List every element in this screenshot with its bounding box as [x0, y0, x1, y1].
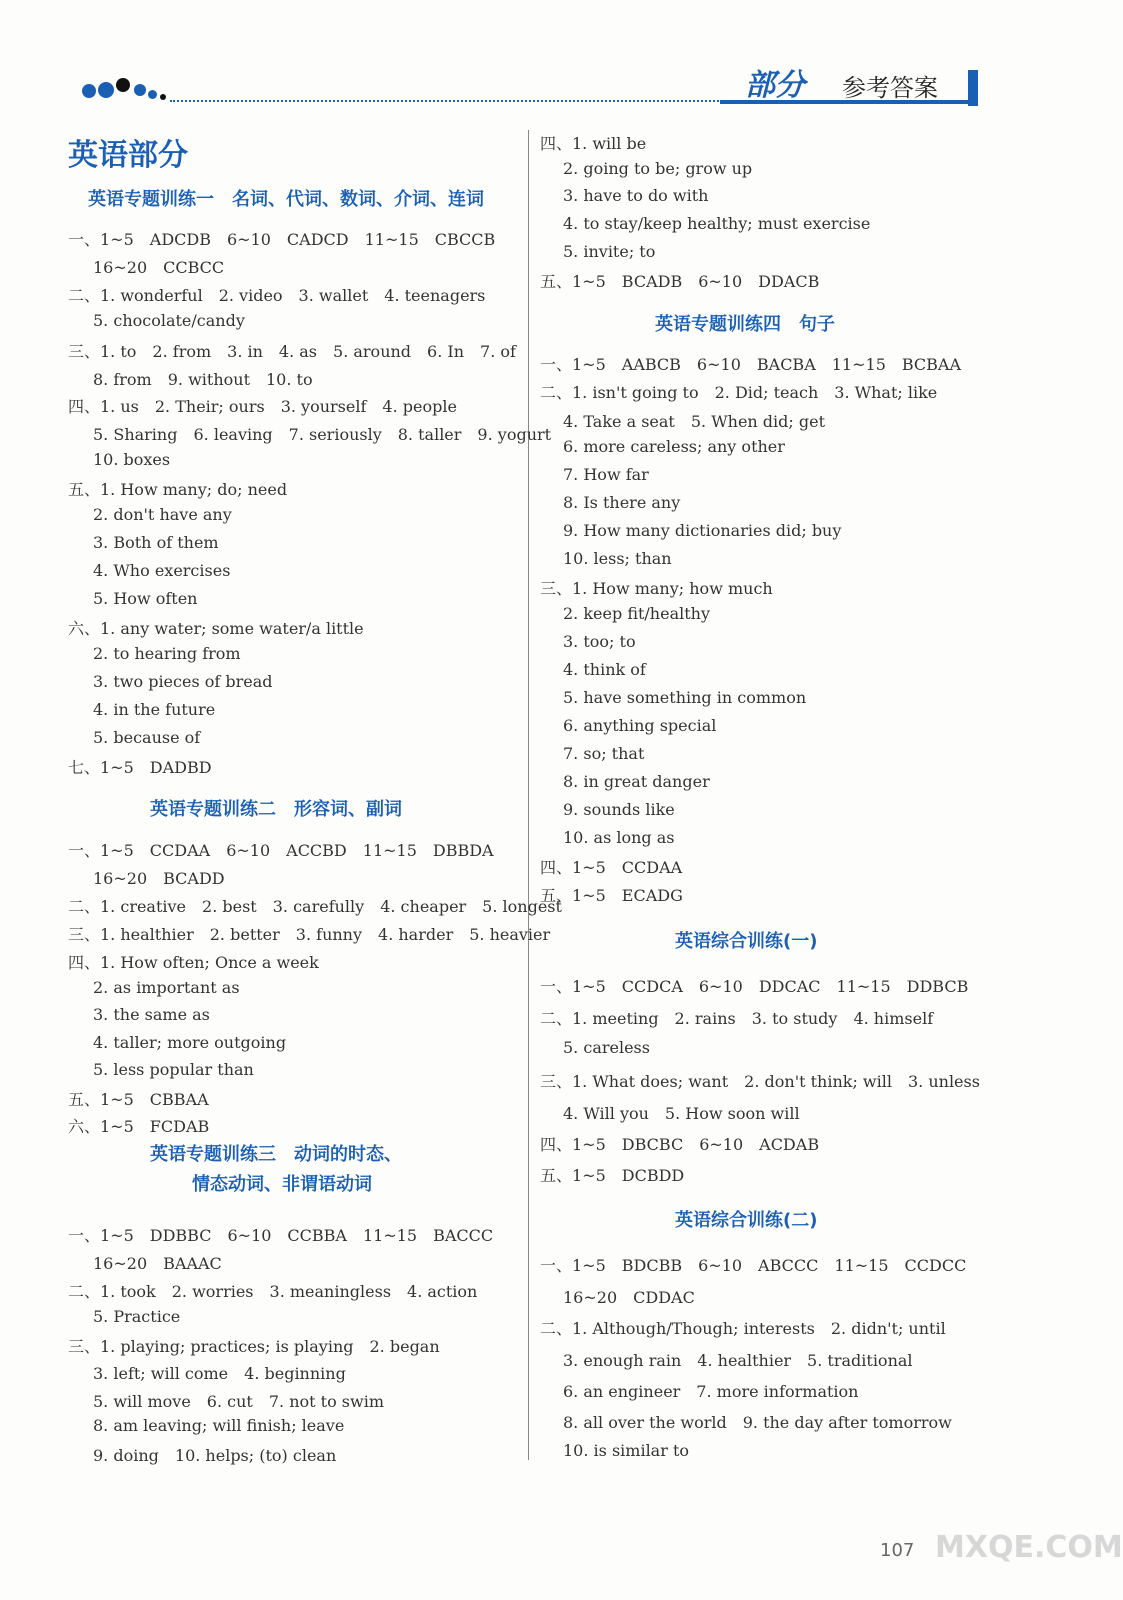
section-heading: 英语专题训练二 形容词、副词 — [150, 799, 402, 820]
section-heading: 英语综合训练(一) — [675, 931, 818, 952]
section-heading: 英语专题训练一 名词、代词、数词、介词、连词 — [88, 189, 484, 210]
answer-line: 6. anything special — [563, 716, 717, 735]
answer-line: 5. How often — [93, 589, 198, 608]
answer-line: 16~20 BCADD — [93, 869, 225, 888]
answer-line: 3. Both of them — [93, 533, 219, 552]
answer-line: 2. keep fit/healthy — [563, 604, 711, 623]
answer-line: 一、1~5 CCDAA 6~10 ACCBD 11~15 DBBDA — [68, 841, 494, 860]
answer-line: 8. from 9. without 10. to — [93, 370, 313, 389]
answer-line: 五、1~5 ECADG — [540, 886, 683, 905]
answer-line: 一、1~5 CCDCA 6~10 DDCAC 11~15 DDBCB — [540, 977, 969, 996]
answer-line: 五、1~5 DCBDD — [540, 1166, 685, 1185]
answer-line: 5. will move 6. cut 7. not to swim — [93, 1392, 384, 1411]
answer-line: 3. the same as — [93, 1005, 210, 1024]
answer-line: 五、1. How many; do; need — [68, 480, 288, 499]
answer-line: 8. all over the world 9. the day after tomorrow — [563, 1413, 952, 1432]
answer-line: 3. left; will come 4. beginning — [93, 1364, 346, 1383]
section-heading: 英语专题训练四 句子 — [655, 314, 835, 335]
answer-line: 4. Will you 5. How soon will — [563, 1104, 800, 1123]
answer-line: 一、1~5 DDBBC 6~10 CCBBA 11~15 BACCC — [68, 1226, 494, 1245]
answer-line: 16~20 BAAAC — [93, 1254, 222, 1273]
answer-line: 8. am leaving; will finish; leave — [93, 1416, 345, 1435]
section-heading: 英语综合训练(二) — [675, 1210, 818, 1231]
answer-line: 10. less; than — [563, 549, 672, 568]
column-divider — [528, 130, 529, 1460]
answer-line: 三、1. What does; want 2. don't think; will 3. unless — [540, 1072, 980, 1091]
answer-line: 一、1~5 AABCB 6~10 BACBA 11~15 BCBAA — [540, 355, 962, 374]
answer-line: 16~20 CDDAC — [563, 1288, 695, 1307]
page-header — [0, 0, 1080, 120]
answer-line: 5. chocolate/candy — [93, 311, 245, 330]
answer-line: 4. to stay/keep healthy; must exercise — [563, 214, 871, 233]
header-end-bar — [968, 70, 978, 106]
answer-line: 二、1. took 2. worries 3. meaningless 4. action — [68, 1282, 478, 1301]
watermark: MXQE.COM — [935, 1530, 1123, 1565]
answer-line: 9. doing 10. helps; (to) clean — [93, 1446, 337, 1465]
answer-line: 7. How far — [563, 465, 649, 484]
section-heading: 情态动词、非谓语动词 — [192, 1174, 372, 1195]
answer-line: 四、1~5 DBCBC 6~10 ACDAB — [540, 1135, 820, 1154]
answer-line: 10. boxes — [93, 450, 171, 469]
answer-line: 3. two pieces of bread — [93, 672, 273, 691]
answer-line: 5. less popular than — [93, 1060, 254, 1079]
answer-line: 4. taller; more outgoing — [93, 1033, 287, 1052]
answer-line: 四、1~5 CCDAA — [540, 858, 683, 877]
answer-line: 4. Take a seat 5. When did; get — [563, 412, 826, 431]
header-answer-label: 参考答案 — [842, 74, 938, 102]
answer-line: 5. invite; to — [563, 242, 656, 261]
answer-line: 三、1. healthier 2. better 3. funny 4. harder 5. heavier — [68, 925, 551, 944]
answer-line: 四、1. us 2. Their; ours 3. yourself 4. people — [68, 397, 457, 416]
answer-line: 9. How many dictionaries did; buy — [563, 521, 842, 540]
answer-line: 5. Sharing 6. leaving 7. seriously 8. taller 9. yogurt — [93, 425, 552, 444]
answer-line: 三、1. How many; how much — [540, 579, 773, 598]
answer-line: 3. have to do with — [563, 186, 709, 205]
answer-line: 二、1. meeting 2. rains 3. to study 4. himself — [540, 1009, 934, 1028]
answer-line: 六、1~5 FCDAB — [68, 1117, 210, 1136]
answer-line: 六、1. any water; some water/a little — [68, 619, 364, 638]
answer-line: 二、1. isn't going to 2. Did; teach 3. What; like — [540, 383, 938, 402]
section-heading: 英语专题训练三 动词的时态、 — [150, 1144, 402, 1165]
answer-line: 5. have something in common — [563, 688, 807, 707]
answer-line: 二、1. wonderful 2. video 3. wallet 4. teenagers — [68, 286, 486, 305]
answer-line: 4. in the future — [93, 700, 216, 719]
answer-line: 2. to hearing from — [93, 644, 241, 663]
header-part-label: 部分 — [745, 68, 805, 103]
answer-line: 5. careless — [563, 1038, 650, 1057]
answer-line: 七、1~5 DADBD — [68, 758, 212, 777]
answer-line: 二、1. creative 2. best 3. carefully 4. cheaper 5. longest — [68, 897, 562, 916]
answer-line: 5. because of — [93, 728, 201, 747]
answer-line: 4. think of — [563, 660, 646, 679]
answer-line: 一、1~5 BDCBB 6~10 ABCCC 11~15 CCDCC — [540, 1256, 967, 1275]
answer-line: 3. enough rain 4. healthier 5. traditional — [563, 1351, 913, 1370]
answer-line: 9. sounds like — [563, 800, 675, 819]
answer-line: 16~20 CCBCC — [93, 258, 225, 277]
answer-line: 二、1. Although/Though; interests 2. didn't; until — [540, 1319, 946, 1338]
answer-line: 10. is similar to — [563, 1441, 690, 1460]
answer-line: 4. Who exercises — [93, 561, 231, 580]
answer-line: 7. so; that — [563, 744, 645, 763]
answer-line: 3. too; to — [563, 632, 636, 651]
header-dotted-line — [170, 100, 730, 102]
answer-line: 2. don't have any — [93, 505, 232, 524]
answer-line: 5. Practice — [93, 1307, 181, 1326]
page-title: 英语部分 — [68, 138, 188, 173]
answer-line: 6. an engineer 7. more information — [563, 1382, 859, 1401]
answer-line: 四、1. will be — [540, 134, 647, 153]
answer-line: 四、1. How often; Once a week — [68, 953, 319, 972]
answer-line: 6. more careless; any other — [563, 437, 785, 456]
answer-line: 五、1~5 CBBAA — [68, 1090, 209, 1109]
answer-line: 五、1~5 BCADB 6~10 DDACB — [540, 272, 820, 291]
answer-line: 8. in great danger — [563, 772, 710, 791]
answer-line: 三、1. playing; practices; is playing 2. began — [68, 1337, 440, 1356]
answer-line: 10. as long as — [563, 828, 675, 847]
answer-line: 2. as important as — [93, 978, 240, 997]
answer-line: 一、1~5 ADCDB 6~10 CADCD 11~15 CBCCB — [68, 230, 496, 249]
answer-line: 8. Is there any — [563, 493, 681, 512]
answer-line: 2. going to be; grow up — [563, 159, 753, 178]
page-number: 107 — [880, 1540, 915, 1561]
answer-line: 三、1. to 2. from 3. in 4. as 5. around 6. In 7. of — [68, 342, 516, 361]
